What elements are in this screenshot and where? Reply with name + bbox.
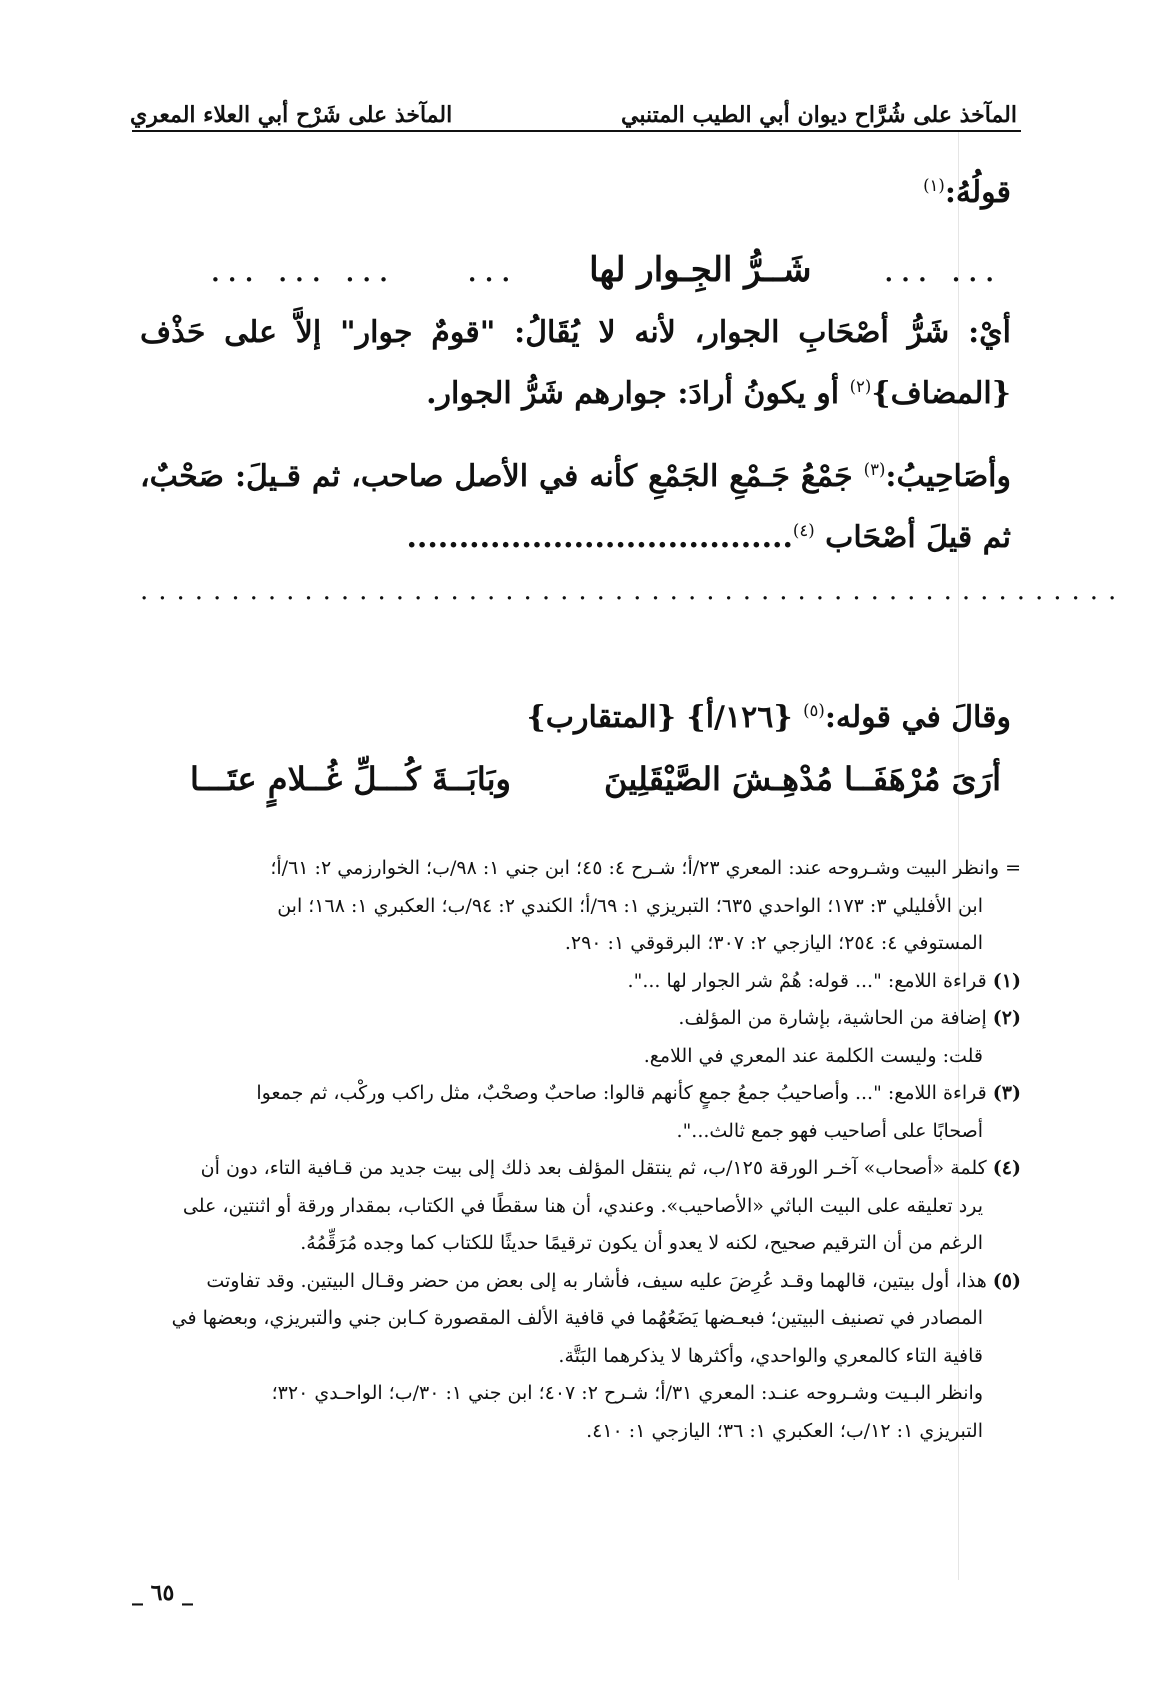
footnotes	[136, 850, 1021, 1450]
footnote-number: (٢)	[992, 1007, 1021, 1029]
footnote-1	[136, 963, 1021, 1001]
footnote-line: قراءة اللامع: "... وأصاحيبُ جمعُ جمعٍ كأنهم قالوا: صاحبٌ وصحْبٌ، مثل راكب وركْب، ثم جمعوا	[256, 1082, 987, 1104]
qawl-heading	[140, 175, 1011, 210]
footnote-line: وانظر البـيت وشـروحه عنـد: المعري ٣١/أ؛ شـرح ٢: ٤٠٧؛ ابن جني ١: ٣٠/ب؛ الواحـدي ٣٢٠؛	[271, 1382, 983, 1404]
header-section-title: المآخذ على شَرْح أبي العلاء المعري	[130, 102, 453, 128]
footnote-2	[136, 1000, 1021, 1038]
footnote-number: (١)	[992, 969, 1021, 992]
verse-1	[210, 250, 1001, 290]
folio-and-meter: {١٢٦/أ} {المتقارب}	[526, 700, 793, 735]
para2-text: وأصَاحِيبُ:	[885, 459, 1011, 494]
page-number: _ ٦٥ _	[132, 1580, 193, 1606]
footnote-ref-2: (٢)	[849, 377, 872, 396]
qawl-text: قولُهُ:	[944, 175, 1011, 210]
footnote-line: يرد تعليقه على البيت الباثي «الأصاحيب». وعندي، أن هنا سقطًا في الكتاب، بمقدار ورقة أو اثنتين، على	[182, 1194, 983, 1217]
footnote-line: إضافة من الحاشية، بإشارة من المؤلف.	[678, 1007, 987, 1029]
footnote-4	[136, 1150, 1021, 1188]
footnote-line: كلمة «أصحاب» آخـر الورقة ١٢٥/ب، ثم ينتقل المؤلف بعد ذلك إلى بيت جديد من قـافية التاء، دون أن	[200, 1157, 987, 1179]
footnote-ref-3: (٣)	[863, 460, 886, 479]
header-book-title: المآخذ على شُرَّاح ديوان أبي الطيب المتنبي	[621, 102, 1017, 128]
header-rule	[132, 130, 1021, 132]
verse1-left-dots: ... ... ...	[210, 250, 395, 290]
footnote-3	[136, 1075, 1021, 1113]
verse1-text: شَــرُّ الجِـوار لها	[589, 250, 812, 290]
verse-2	[190, 760, 1001, 798]
lacuna-dots: ......................................................	[140, 576, 1127, 606]
verse2-second-hemistich: وبَابَــةَ كُـــلِّ غُــلامٍ عتَـــا	[190, 760, 511, 798]
footnote-number: (٥)	[992, 1269, 1021, 1292]
para1-text-after: أو يكونُ أرادَ: جوارهم شَرُّ الجوار.	[426, 376, 850, 411]
footnote-line: قلت: وليست الكلمة عند المعري في اللامع.	[643, 1044, 983, 1067]
footnote-line: قراءة اللامع: "... قوله: هُمْ شر الجوار لها ...".	[627, 969, 987, 992]
footnote-line: هذا، أول بيتين، قالهما وقـد عُرِضَ عليه سيف، فأشار به إلى بعض من حضر وقـال البيتين. وقد تفاوتت	[206, 1269, 987, 1292]
footnote-ref-1: (١)	[923, 176, 945, 195]
footnote-line: الرغم من أن الترقيم صحيح، لكنه لا يعدو أن يكون ترقيمًا حديثًا للكتاب كما وجده مُرَقِّمُهُ.	[300, 1232, 983, 1254]
verse1-mid-dots: ...	[466, 250, 518, 290]
footnote-5	[136, 1263, 1021, 1301]
footnote-ref-4: (٤)	[792, 521, 815, 540]
footnote-line: المصادر في تصنيف البيتين؛ فبعـضها يَضَعُهُما في قافية الألف المقصورة كـابن جني والتبريزي، وبعضها في	[171, 1307, 983, 1329]
para1-text: أيْ: شَرُّ أصْحَابِ الجوار، لأنه لا يُقَالُ: "قومٌ جوار" إلاَّ على حَذْف {المضاف}	[140, 315, 1011, 411]
footnote-continuation-line: المستوفي ٤: ٢٥٤؛ اليازجي ٢: ٣٠٧؛ البرقوقي ١: ٢٩٠.	[564, 932, 983, 954]
para2-text-mid: جَمْعُ جَـمْعِ الجَمْعِ كأنه في الأصل صاحب، ثم قـيلَ: صَحْبٌ، ثم قيلَ أصْحَاب	[140, 459, 1011, 555]
footnote-continuation-line: = وانظر البيت وشـروحه عند: المعري ٢٣/أ؛ شـرح ٤: ٤٥؛ ابن جني ١: ٩٨/ب؛ الخوارزمي ٢: ٦١/أ؛	[270, 857, 1021, 879]
para2-dots: .....................................	[406, 520, 793, 555]
footnote-number: (٣)	[992, 1082, 1021, 1104]
commentary-paragraph-1	[140, 306, 1011, 421]
commentary-paragraph-2	[140, 443, 1011, 565]
wa-qal-text: وقالَ في قوله:	[824, 700, 1011, 735]
footnote-line: قافية التاء كالمعري والواحدي، وأكثرها لا يذكرهما البَتَّة.	[558, 1344, 983, 1367]
verse1-right-dots: ... ...	[883, 250, 1001, 290]
verse2-first-hemistich: أرَىَ مُرْهَفَــا مُدْهِـشَ الصَّيْقَلِينَ	[604, 760, 1001, 798]
running-header	[130, 88, 1017, 128]
footnote-number: (٤)	[992, 1157, 1021, 1179]
footnote-ref-5: (٥)	[803, 701, 825, 720]
footnote-continuation-line: ابن الأفليلي ٣: ١٧٣؛ الواحدي ٦٣٥؛ التبريزي ١: ٦٩/أ؛ الكندي ٢: ٩٤/ب؛ العكبري ١: ١٦٨؛ ابن	[277, 894, 983, 917]
wa-qal-heading	[140, 700, 1011, 735]
footnote-line: التبريزي ١: ١٢/ب؛ العكبري ١: ٣٦؛ اليازجي ١: ٤١٠.	[586, 1419, 983, 1442]
footnote-line: أصحابًا على أصاحيب فهو جمع ثالث...".	[676, 1119, 983, 1142]
